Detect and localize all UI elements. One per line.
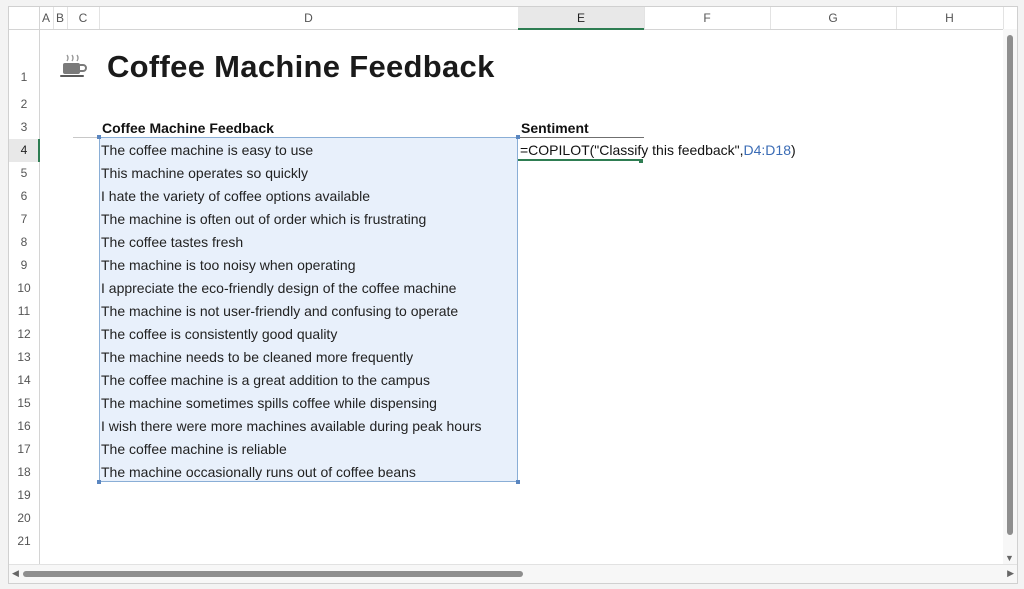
row-header-4[interactable]: 4: [9, 139, 39, 162]
row-header-2[interactable]: 2: [20, 97, 28, 111]
row-header-17[interactable]: 17: [17, 442, 31, 456]
row-header-10[interactable]: 10: [17, 281, 31, 295]
horizontal-scroll-thumb[interactable]: [23, 571, 523, 577]
row-header-16[interactable]: 16: [17, 419, 31, 433]
scroll-left-arrow-icon[interactable]: ◀: [12, 568, 19, 578]
column-header-b[interactable]: B: [53, 7, 68, 29]
row-header-18[interactable]: 18: [17, 465, 31, 479]
coffee-cup-icon: [59, 53, 89, 81]
formula-suffix: ): [790, 142, 796, 158]
row-header-5[interactable]: 5: [20, 166, 28, 180]
range-handle-bottom-right[interactable]: [516, 480, 520, 484]
row-header-7[interactable]: 7: [20, 212, 28, 226]
row-header-11[interactable]: 11: [17, 304, 31, 318]
row-header-13[interactable]: 13: [17, 350, 31, 364]
header-divider-left: [73, 137, 99, 138]
feedback-cell[interactable]: The machine is often out of order which is frustrating: [101, 211, 427, 227]
row-header-1[interactable]: 1: [20, 70, 28, 84]
feedback-cell[interactable]: The machine needs to be cleaned more frequently: [101, 349, 414, 365]
feedback-cell[interactable]: I hate the variety of coffee options available: [101, 188, 371, 204]
row-header-3[interactable]: 3: [20, 120, 28, 134]
feedback-cell[interactable]: The coffee is consistently good quality: [101, 326, 338, 342]
scroll-right-arrow-icon[interactable]: ▶: [1007, 568, 1014, 578]
feedback-cell[interactable]: The machine occasionally runs out of coffee beans: [101, 464, 416, 480]
vertical-scroll-thumb[interactable]: [1007, 35, 1013, 535]
feedback-cell[interactable]: This machine operates so quickly: [101, 165, 308, 181]
column-header-g[interactable]: G: [770, 7, 897, 29]
feedback-cell[interactable]: I wish there were more machines available during peak hours: [101, 418, 482, 434]
feedback-cell[interactable]: The coffee tastes fresh: [101, 234, 244, 250]
feedback-cell[interactable]: The coffee machine is reliable: [101, 441, 287, 457]
column-header-a[interactable]: A: [39, 7, 54, 29]
coffee-cup-icon-graphic: [59, 53, 89, 81]
column-header-c[interactable]: C: [67, 7, 100, 29]
row-header-bar: [9, 29, 40, 583]
select-all-corner[interactable]: [9, 7, 40, 29]
column-header-h[interactable]: H: [896, 7, 1004, 29]
row-header-12[interactable]: 12: [17, 327, 31, 341]
row-header-19[interactable]: 19: [17, 488, 31, 502]
range-handle-bottom-left[interactable]: [97, 480, 101, 484]
fill-handle[interactable]: [639, 159, 643, 163]
column-header-d[interactable]: D: [99, 7, 519, 29]
vertical-scrollbar[interactable]: [1003, 29, 1017, 565]
feedback-cell[interactable]: The machine is not user-friendly and confusing to operate: [101, 303, 459, 319]
formula-range-reference: D4:D18: [743, 142, 791, 158]
column-header-bar: [9, 7, 1017, 30]
row-header-15[interactable]: 15: [17, 396, 31, 410]
feedback-cell[interactable]: The machine is too noisy when operating: [101, 257, 356, 273]
formula-prefix: =COPILOT("Classify this feedback",: [520, 142, 744, 158]
row-header-6[interactable]: 6: [20, 189, 28, 203]
row-header-14[interactable]: 14: [17, 373, 31, 387]
feedback-cell[interactable]: The machine sometimes spills coffee while dispensing: [101, 395, 437, 411]
horizontal-scrollbar[interactable]: [9, 564, 1017, 583]
column-header-f[interactable]: F: [644, 7, 771, 29]
feedback-column-header[interactable]: Coffee Machine Feedback: [102, 120, 274, 136]
spreadsheet-grid[interactable]: [8, 6, 1018, 584]
range-handle-top-left[interactable]: [97, 135, 101, 139]
sheet-title: Coffee Machine Feedback: [107, 49, 495, 84]
feedback-cell[interactable]: The coffee machine is a great addition to the campus: [101, 372, 430, 388]
scroll-down-arrow-icon[interactable]: ▼: [1005, 553, 1014, 563]
feedback-cell[interactable]: I appreciate the eco-friendly design of the coffee machine: [101, 280, 457, 296]
sentiment-column-header[interactable]: Sentiment: [521, 120, 589, 136]
row-header-20[interactable]: 20: [17, 511, 31, 525]
feedback-cell[interactable]: The coffee machine is easy to use: [101, 142, 314, 158]
formula-text[interactable]: [520, 142, 796, 158]
row-header-9[interactable]: 9: [20, 258, 28, 272]
row-header-8[interactable]: 8: [20, 235, 28, 249]
column-header-e[interactable]: E: [518, 7, 645, 29]
row-header-21[interactable]: 21: [17, 534, 31, 548]
